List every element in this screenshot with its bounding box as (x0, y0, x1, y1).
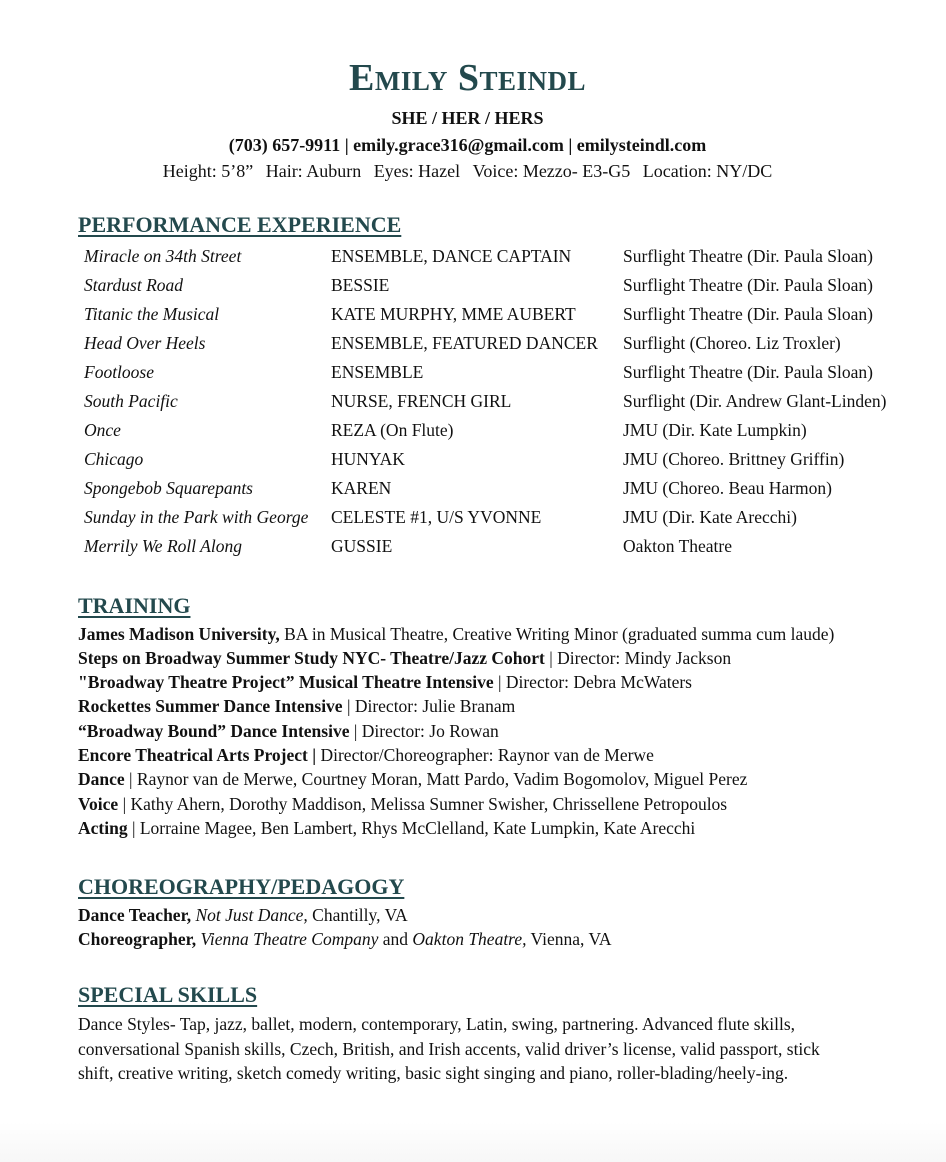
role: GUSSIE (331, 536, 393, 556)
page-bottom-shadow (0, 1122, 946, 1162)
show-title: Spongebob Squarepants (84, 478, 253, 498)
training-detail: | Director: Julie Branam (342, 696, 516, 716)
section-heading-skills: SPECIAL SKILLS (78, 982, 258, 1007)
venue: Oakton Theatre (623, 536, 733, 556)
stat-location: Location: NY/DC (642, 161, 773, 181)
stat-height: Height: 5’8” (162, 161, 254, 181)
performance-row (0, 361, 946, 390)
training-item (78, 695, 515, 717)
show-title: Chicago (84, 449, 144, 469)
training-category: Dance (78, 769, 125, 789)
stat-eyes: Eyes: Hazel (373, 161, 461, 181)
stat-voice: Voice: Mezzo- E3-G5 (472, 161, 631, 181)
position-title: Choreographer, (78, 929, 197, 949)
performance-row (0, 535, 946, 564)
role: KATE MURPHY, MME AUBERT (331, 304, 576, 324)
training-item (78, 817, 695, 839)
training-item (78, 768, 747, 790)
training-teachers: | Kathy Ahern, Dorothy Maddison, Melissa Sumner Swisher, Chrissellene Petropoulos (118, 794, 728, 814)
choreography-item (78, 928, 611, 950)
training-detail: | Director: Debra McWaters (493, 672, 692, 692)
location: Chantilly, VA (312, 905, 408, 925)
performance-row (0, 245, 946, 274)
role: NURSE, FRENCH GIRL (331, 391, 512, 411)
training-item (78, 793, 727, 815)
training-teachers: | Lorraine Magee, Ben Lambert, Rhys McClelland, Kate Lumpkin, Kate Arecchi (127, 818, 696, 838)
venue: Surflight Theatre (Dir. Paula Sloan) (623, 275, 873, 295)
position-title: Dance Teacher, (78, 905, 192, 925)
training-item (78, 671, 692, 693)
training-detail: Director/Choreographer: Raynor van de Merwe (316, 745, 654, 765)
training-detail: BA in Musical Theatre, Creative Writing Minor (graduated summa cum laude) (279, 624, 835, 644)
contact-info: (703) 657-9911 | emily.grace316@gmail.com | emilysteindl.com (228, 135, 707, 155)
show-title: Head Over Heels (84, 333, 206, 353)
training-category: Acting (78, 818, 128, 838)
venue: JMU (Dir. Kate Arecchi) (623, 507, 797, 527)
role: HUNYAK (331, 449, 405, 469)
training-item (78, 720, 499, 742)
training-institution: "Broadway Theatre Project” Musical Theatre Intensive (78, 672, 494, 692)
section-heading-training: TRAINING (78, 593, 191, 618)
role: REZA (On Flute) (331, 420, 454, 440)
performance-row (0, 506, 946, 535)
training-category: Voice (78, 794, 119, 814)
role: ENSEMBLE (331, 362, 424, 382)
training-institution: Encore Theatrical Arts Project | (78, 745, 317, 765)
stat-hair: Hair: Auburn (265, 161, 362, 181)
show-title: Sunday in the Park with George (84, 507, 309, 527)
training-detail: | Director: Jo Rowan (349, 721, 499, 741)
training-institution: Steps on Broadway Summer Study NYC- Theatre/Jazz Cohort (78, 648, 545, 668)
show-title: Merrily We Roll Along (84, 536, 242, 556)
show-title: Stardust Road (84, 275, 184, 295)
organization: Vienna Theatre Company (200, 929, 379, 949)
conjunction: and (382, 929, 409, 949)
performance-row (0, 477, 946, 506)
performance-row (0, 332, 946, 361)
show-title: Footloose (84, 362, 154, 382)
venue: Surflight (Choreo. Liz Troxler) (623, 333, 841, 353)
organization: Not Just Dance, (195, 905, 308, 925)
location: Vienna, VA (530, 929, 612, 949)
venue: Surflight Theatre (Dir. Paula Sloan) (623, 304, 873, 324)
section-heading-choreography: CHOREOGRAPHY/PEDAGOGY (78, 874, 405, 899)
pronouns: SHE / HER / HERS (391, 108, 544, 128)
venue: JMU (Dir. Kate Lumpkin) (623, 420, 807, 440)
performance-row (0, 448, 946, 477)
physical-stats (0, 160, 935, 182)
training-detail: | Director: Mindy Jackson (544, 648, 732, 668)
show-title: Titanic the Musical (84, 304, 220, 324)
training-item (78, 647, 731, 669)
show-title: South Pacific (84, 391, 178, 411)
training-institution: “Broadway Bound” Dance Intensive (78, 721, 350, 741)
resume-name: Emily Steindl (348, 57, 587, 99)
special-skills-text: Dance Styles- Tap, jazz, ballet, modern, contemporary, Latin, swing, partnering. Advanced flute skills, conversational Spanish skills, Czech, British, and Irish accents, valid driver’s license, valid passport, stick shift, creative writing, sketch comedy writing, basic sight singing and piano, roller-blading/heely-ing. (78, 1014, 820, 1083)
role: ENSEMBLE, DANCE CAPTAIN (331, 246, 572, 266)
organization: Oakton Theatre, (412, 929, 527, 949)
choreography-item (78, 904, 408, 926)
show-title: Miracle on 34th Street (84, 246, 242, 266)
performance-row (0, 303, 946, 332)
performance-row (0, 274, 946, 303)
training-item (78, 744, 654, 766)
section-heading-performance: PERFORMANCE EXPERIENCE (78, 212, 402, 237)
role: ENSEMBLE, FEATURED DANCER (331, 333, 598, 353)
performance-row (0, 390, 946, 419)
training-item (78, 623, 834, 645)
venue: JMU (Choreo. Beau Harmon) (623, 478, 832, 498)
role: BESSIE (331, 275, 390, 295)
venue: Surflight (Dir. Andrew Glant-Linden) (623, 391, 887, 411)
venue: JMU (Choreo. Brittney Griffin) (623, 449, 845, 469)
role: CELESTE #1, U/S YVONNE (331, 507, 542, 527)
show-title: Once (84, 420, 121, 440)
training-teachers: | Raynor van de Merwe, Courtney Moran, Matt Pardo, Vadim Bogomolov, Miguel Perez (124, 769, 748, 789)
role: KAREN (331, 478, 392, 498)
training-institution: James Madison University, (78, 624, 280, 644)
performance-row (0, 419, 946, 448)
training-institution: Rockettes Summer Dance Intensive (78, 696, 343, 716)
venue: Surflight Theatre (Dir. Paula Sloan) (623, 362, 873, 382)
venue: Surflight Theatre (Dir. Paula Sloan) (623, 246, 873, 266)
